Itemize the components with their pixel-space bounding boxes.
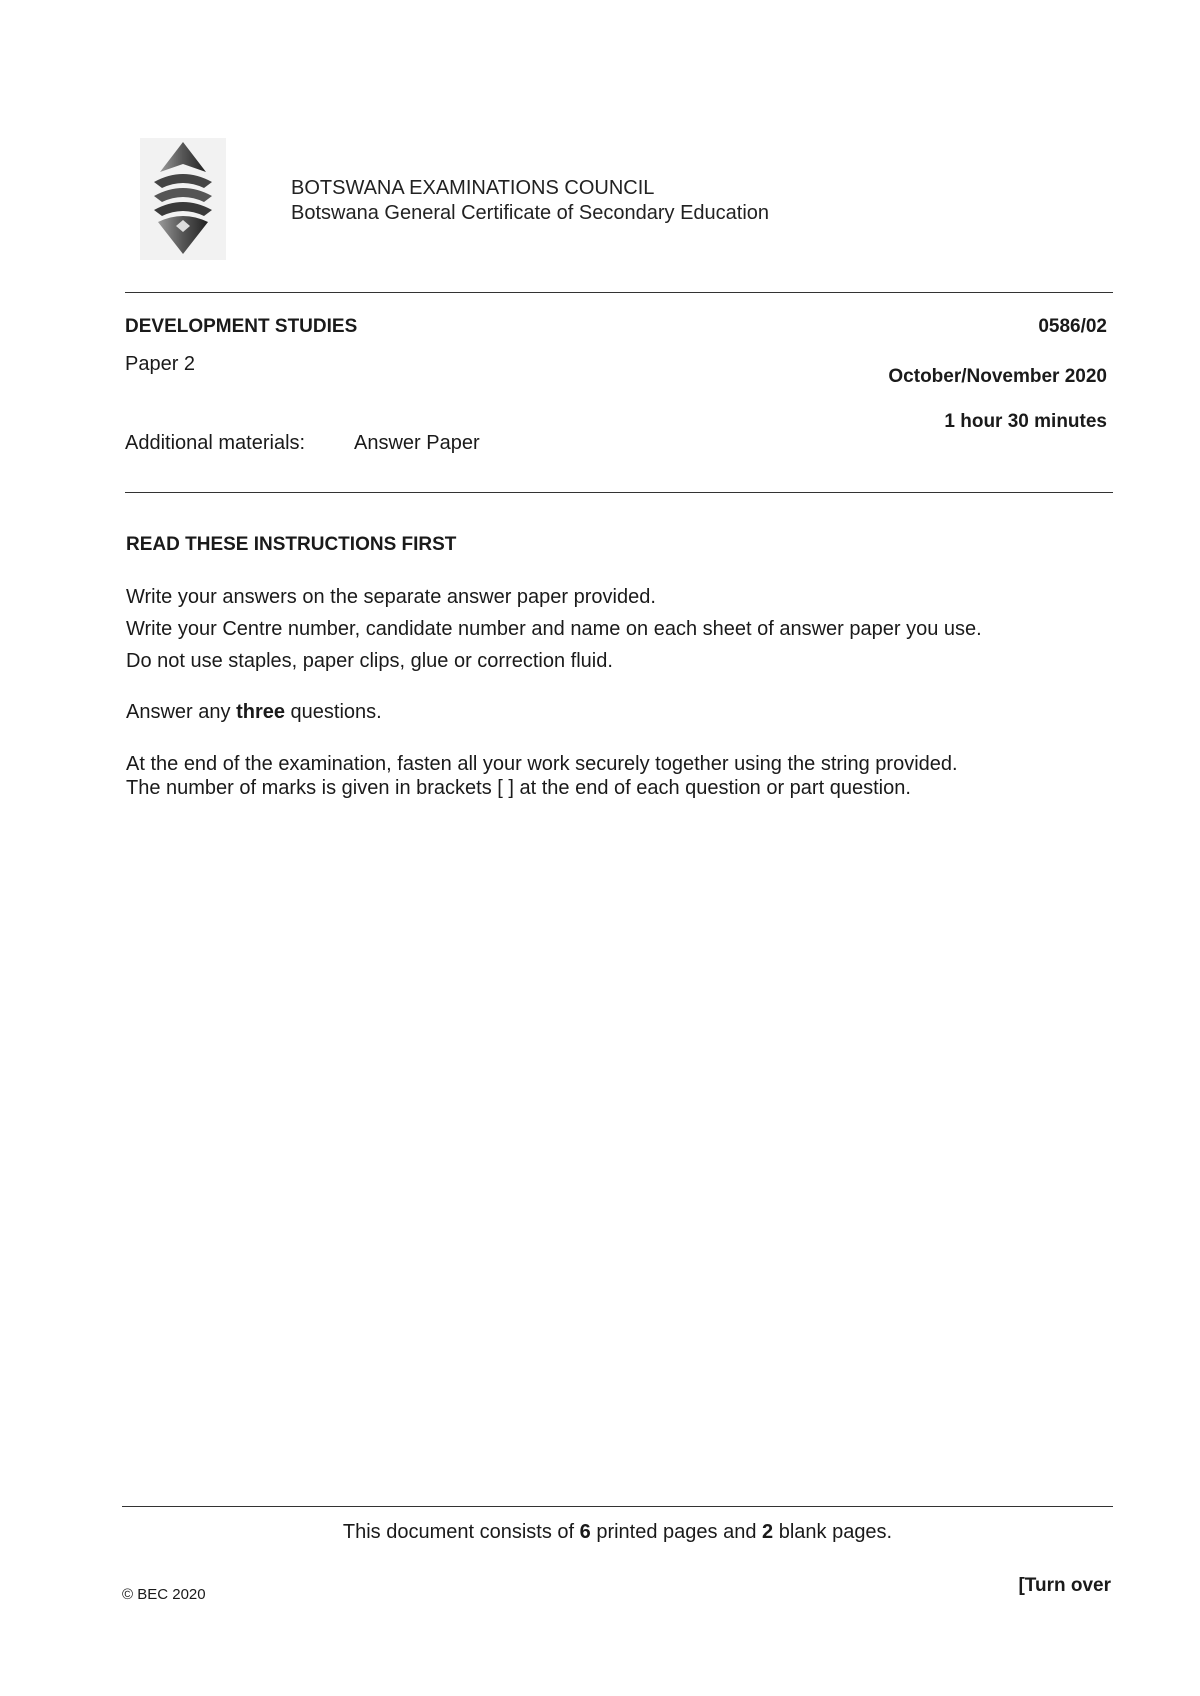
instructions-heading: READ THESE INSTRUCTIONS FIRST (126, 534, 457, 555)
note-middle: printed pages and (590, 1521, 763, 1543)
council-name: BOTSWANA EXAMINATIONS COUNCIL (291, 177, 655, 199)
answer-prefix: Answer any (126, 701, 237, 723)
instruction-line: Write your Centre number, candidate number and name on each sheet of answer paper you use. (126, 618, 982, 640)
exam-session: October/November 2020 (888, 366, 1107, 387)
exam-code: 0586/02 (1038, 316, 1107, 337)
answer-instruction (126, 700, 382, 724)
bec-logo-icon (140, 138, 226, 260)
exam-duration: 1 hour 30 minutes (944, 411, 1107, 432)
top-divider (125, 292, 1113, 293)
note-suffix: blank pages. (773, 1521, 893, 1543)
paper-number: Paper 2 (125, 353, 196, 375)
bottom-divider (122, 1506, 1113, 1507)
copyright: © BEC 2020 (122, 1586, 206, 1603)
blank-pages-count: 2 (762, 1521, 774, 1543)
materials-label: Additional materials: (125, 432, 306, 454)
instruction-line: Write your answers on the separate answer paper provided. (126, 586, 656, 608)
note-prefix: This document consists of (342, 1521, 580, 1543)
answer-suffix: questions. (284, 701, 382, 723)
instruction-line: Do not use staples, paper clips, glue or correction fluid. (126, 650, 613, 672)
middle-divider (125, 492, 1113, 493)
subject-title: DEVELOPMENT STUDIES (125, 316, 358, 337)
printed-pages-count: 6 (579, 1521, 591, 1543)
instruction-line: At the end of the examination, fasten all your work securely together using the string provided. (126, 753, 958, 775)
answer-count: three (236, 701, 285, 723)
page-count-note (0, 1521, 1200, 1544)
certificate-name: Botswana General Certificate of Secondary Education (291, 202, 770, 224)
additional-materials (125, 432, 480, 455)
turn-over: [Turn over (1018, 1575, 1111, 1596)
instruction-line: The number of marks is given in brackets [ ] at the end of each question or part question. (126, 777, 911, 799)
header-block (291, 176, 769, 226)
materials-value: Answer Paper (354, 432, 480, 454)
